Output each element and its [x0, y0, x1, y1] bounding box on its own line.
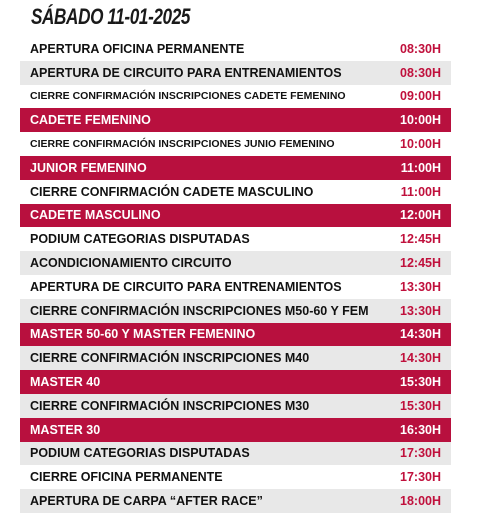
schedule-event-label: PODIUM CATEGORIAS DISPUTADAS — [30, 232, 250, 247]
schedule-row — [20, 227, 451, 251]
schedule-row — [20, 299, 451, 323]
schedule-row — [20, 37, 451, 61]
schedule-event-label: MASTER 50-60 Y MASTER FEMENINO — [30, 327, 256, 342]
schedule-time: 17:30H — [400, 446, 441, 461]
page-title: SÁBADO 11-01-2025 — [31, 4, 191, 29]
schedule-event-label: APERTURA DE CIRCUITO PARA ENTRENAMIENTOS — [30, 65, 342, 80]
schedule-event-label: CADETE FEMENINO — [30, 113, 151, 128]
schedule-time: 11:00H — [400, 160, 441, 175]
schedule-row — [20, 61, 451, 85]
schedule-time: 15:30H — [400, 375, 441, 390]
schedule-event-label: MASTER 40 — [30, 375, 101, 390]
schedule-event-label: CIERRE CONFIRMACIÓN INSCRIPCIONES M30 — [30, 398, 310, 413]
schedule-event-label: PODIUM CATEGORIAS DISPUTADAS — [30, 446, 250, 461]
schedule-time: 16:30H — [400, 422, 441, 437]
schedule-row — [20, 418, 451, 442]
schedule-time: 11:00H — [400, 184, 441, 199]
schedule-row — [20, 489, 451, 513]
schedule-table — [20, 37, 451, 513]
schedule-row — [20, 204, 451, 228]
schedule-row — [20, 465, 451, 489]
schedule-row — [20, 275, 451, 299]
schedule-event-label: CIERRE CONFIRMACIÓN CADETE MASCULINO — [30, 184, 314, 199]
schedule-time: 12:00H — [400, 208, 441, 223]
schedule-time: 08:30H — [400, 65, 441, 80]
schedule-row — [20, 85, 451, 109]
schedule-row — [20, 156, 451, 180]
schedule-event-label: CADETE MASCULINO — [30, 208, 161, 223]
schedule-event-label: CIERRE CONFIRMACIÓN INSCRIPCIONES M50-60 Y FEM — [30, 303, 369, 318]
schedule-row — [20, 346, 451, 370]
schedule-row — [20, 108, 451, 132]
schedule-row — [20, 132, 451, 156]
schedule-row — [20, 442, 451, 466]
schedule-event-label: CIERRE CONFIRMACIÓN INSCRIPCIONES JUNIO FEMENINO — [30, 138, 335, 151]
schedule-row — [20, 370, 451, 394]
schedule-time: 18:00H — [400, 494, 441, 509]
schedule-event-label: APERTURA OFICINA PERMANENTE — [30, 41, 245, 56]
schedule-time: 08:30H — [400, 41, 441, 56]
schedule-time: 17:30H — [400, 470, 441, 485]
schedule-row — [20, 323, 451, 347]
schedule-time: 12:45H — [400, 232, 441, 247]
schedule-time: 10:00H — [400, 137, 441, 152]
schedule-event-label: CIERRE CONFIRMACIÓN INSCRIPCIONES M40 — [30, 351, 310, 366]
schedule-time: 14:30H — [400, 351, 441, 366]
schedule-time: 12:45H — [400, 256, 441, 271]
schedule-time: 13:30H — [400, 279, 441, 294]
schedule-event-label: JUNIOR FEMENINO — [30, 160, 147, 175]
schedule-row — [20, 251, 451, 275]
schedule-event-label: MASTER 30 — [30, 422, 101, 437]
schedule-time: 14:30H — [400, 327, 441, 342]
schedule-event-label: CIERRE CONFIRMACIÓN INSCRIPCIONES CADETE FEMENINO — [30, 90, 346, 103]
schedule-time: 13:30H — [400, 303, 441, 318]
schedule-event-label: ACONDICIONAMIENTO CIRCUITO — [30, 256, 232, 271]
schedule-row — [20, 180, 451, 204]
schedule-time: 10:00H — [400, 113, 441, 128]
schedule-event-label: APERTURA DE CARPA “AFTER RACE” — [30, 494, 263, 509]
schedule-event-label: APERTURA DE CIRCUITO PARA ENTRENAMIENTOS — [30, 279, 342, 294]
schedule-time: 09:00H — [400, 89, 441, 104]
schedule-event-label: CIERRE OFICINA PERMANENTE — [30, 470, 223, 485]
schedule-row — [20, 394, 451, 418]
schedule-time: 15:30H — [400, 398, 441, 413]
